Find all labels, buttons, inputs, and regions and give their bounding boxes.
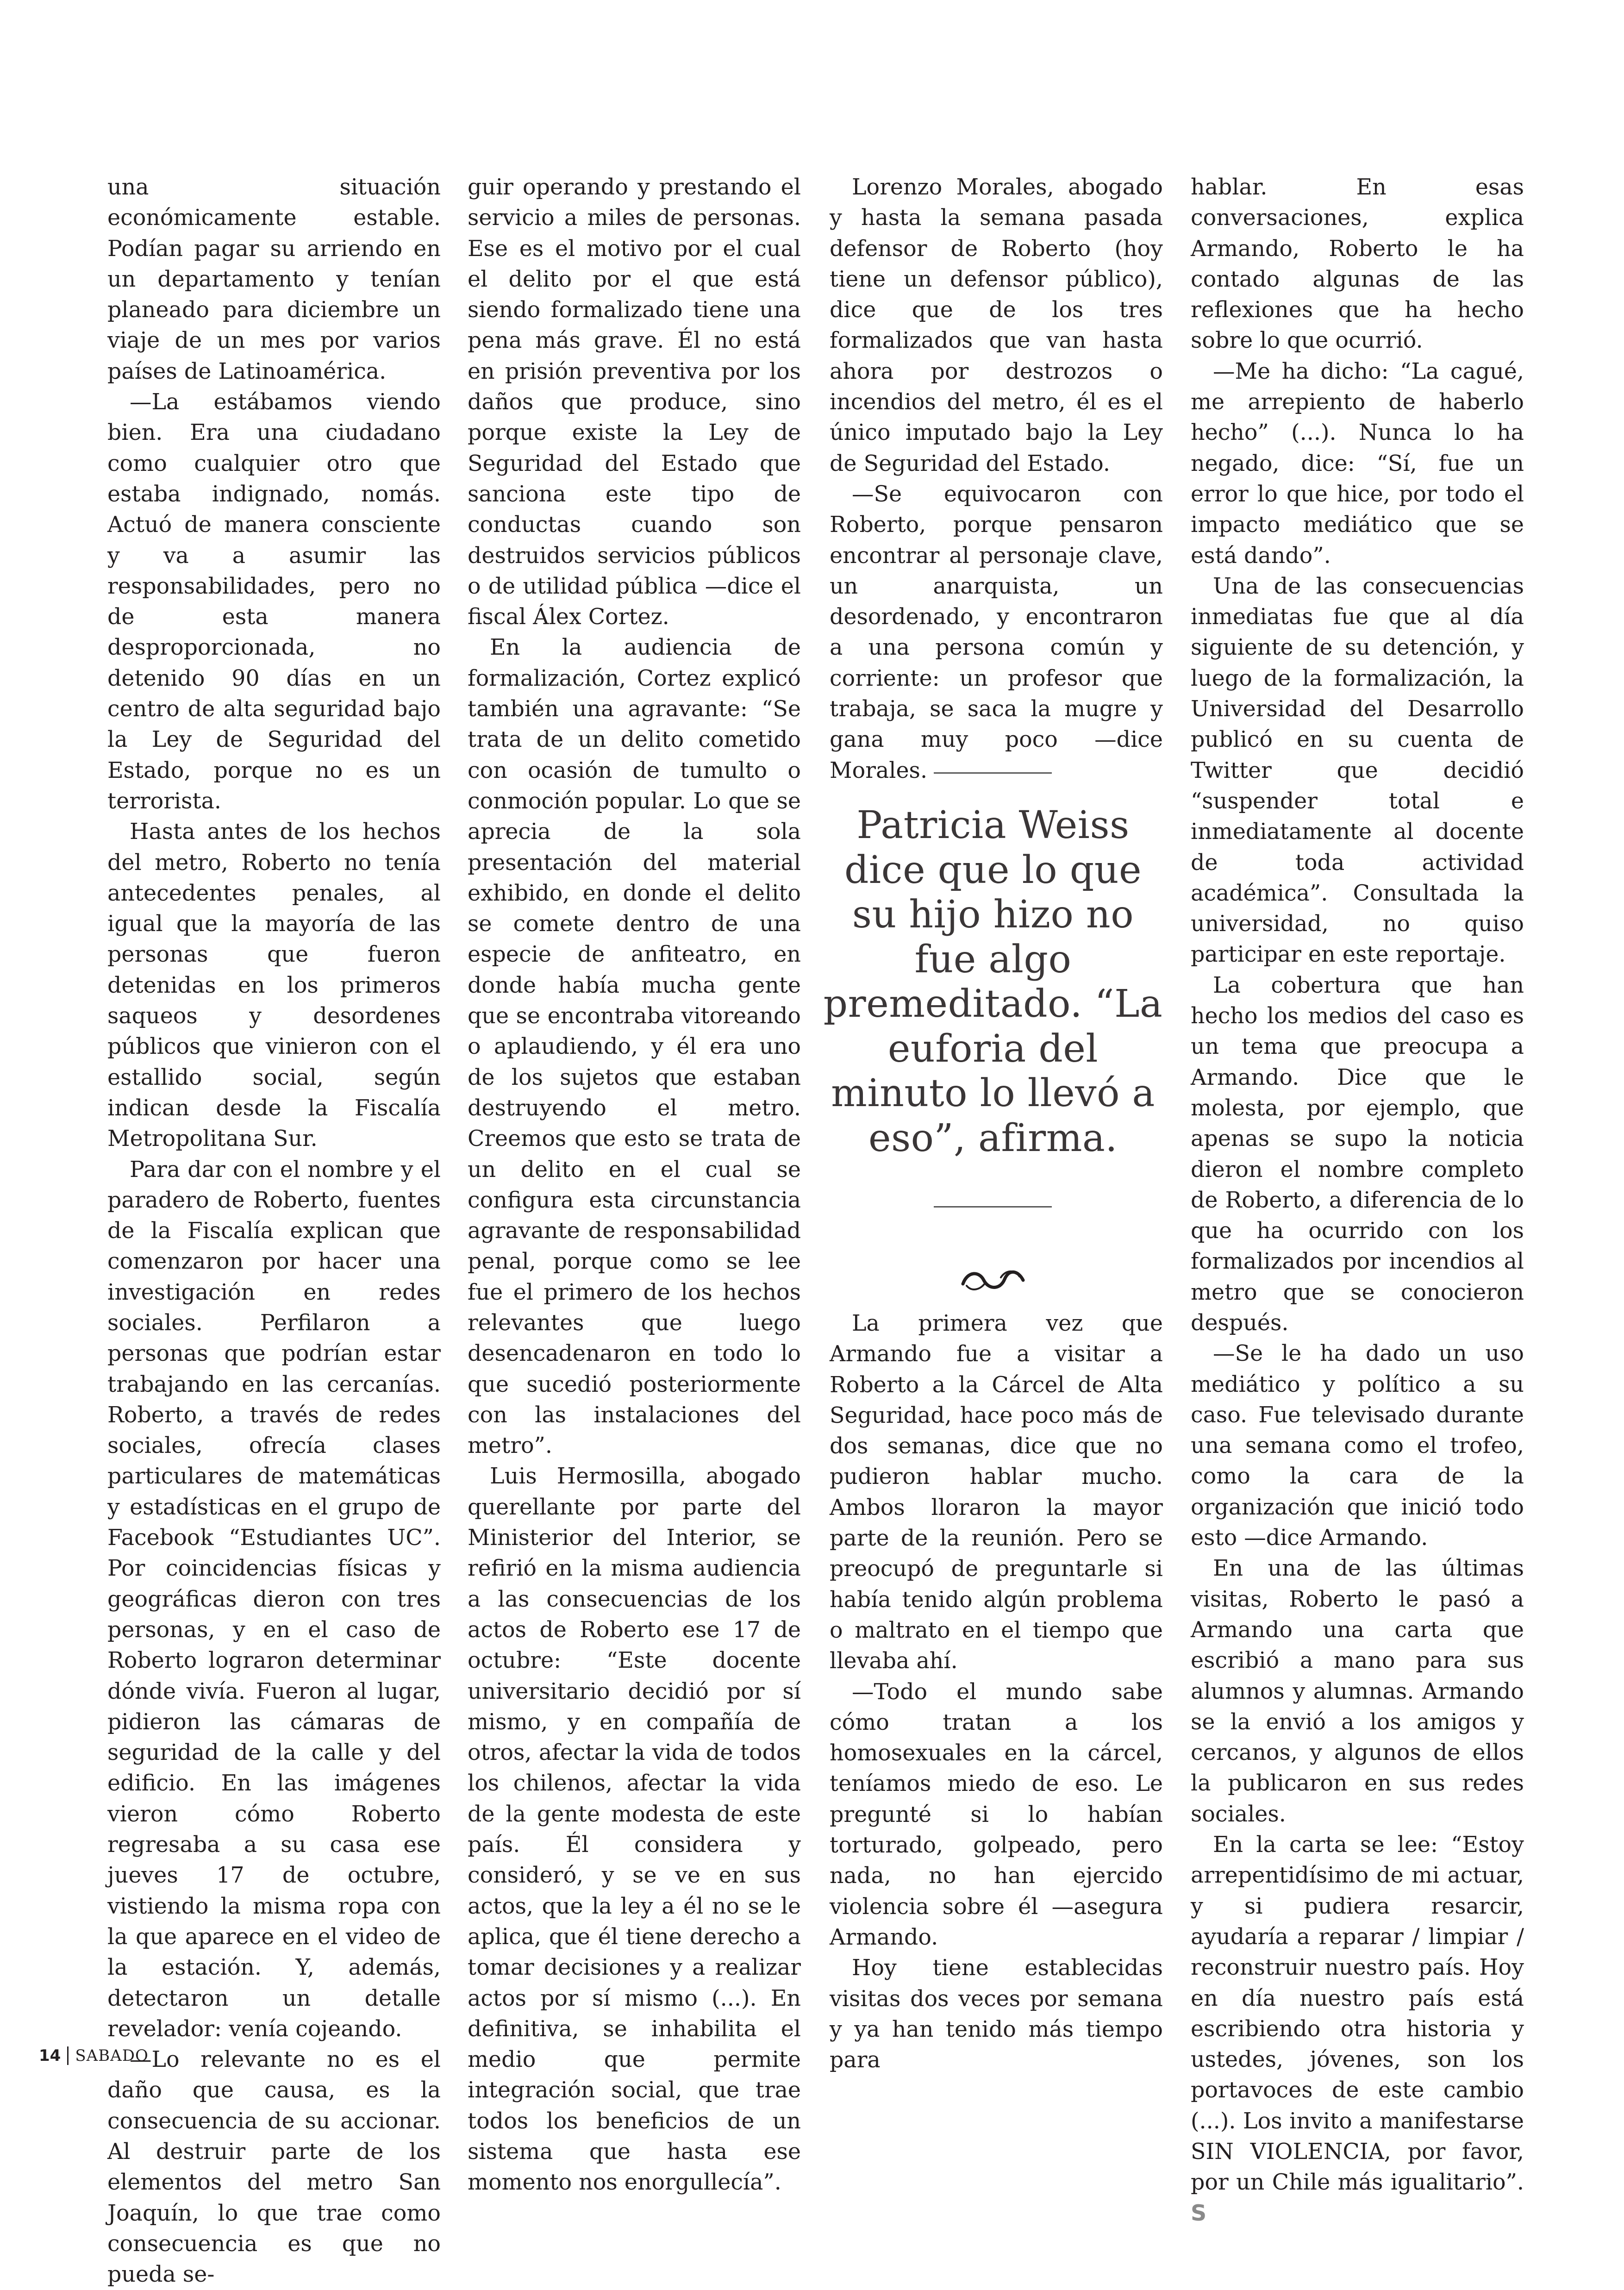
footer-divider xyxy=(67,2046,69,2065)
page-footer xyxy=(39,2046,149,2065)
paragraph: —Se le ha dado un uso mediático y político a su caso. Fue televisado durante una semana como el trofeo, como la cara de la organización que inició todo esto —dice Armando. xyxy=(1191,1341,1524,1551)
article-column-3-bottom xyxy=(830,1308,1163,2076)
paragraph: La cobertura que han hecho los medios del caso es un tema que preocupa a Armando. Dice que le molesta, por ejemplo, que apenas se supo la noticia dieron el nombre completo de Roberto, a diferencia de lo que ha ocurrido con los formalizados por incendios al metro que se conocieron después. xyxy=(1191,972,1524,1336)
paragraph: Hoy tiene establecidas visitas dos veces por semana y ya han tenido más tiempo para xyxy=(830,1955,1163,2073)
paragraph: En una de las últimas visitas, Roberto le pasó a Armando una carta que escribió a mano para sus alumnos y alumnas. Armando se la envió a los amigos y cercanos, y algunos de ellos la publicaron en sus redes sociales. xyxy=(1191,1556,1524,1827)
paragraph: Hasta antes de los hechos del metro, Roberto no tenía antecedentes penales, al igual que la mayoría de las personas que fueron detenidas en los primeros saqueos y desordenes públicos que vinieron con el estallido social, según indican desde la Fiscalía Metropolitana Sur. xyxy=(107,819,441,1152)
paragraph xyxy=(1191,1830,1524,2229)
paragraph: —Me ha dicho: “La cagué, me arrepiento de haberlo hecho” (...). Nunca lo ha negado, dice: “Sí, fue un error lo que hice, por todo el impacto mediático que se está dando”. xyxy=(1191,358,1524,569)
paragraph: Una de las consecuencias inmediatas fue que al día siguiente de su detención, y luego de la formalización, la Universidad del Desarrollo publicó en su cuenta de Twitter que decidió “suspender total e inmediatamente al docente de toda actividad académica”. Consultada la universidad, no quiso participar en este reportaje. xyxy=(1191,573,1524,968)
section-ornament-icon xyxy=(958,1266,1028,1294)
paragraph: —Lo relevante no es el daño que causa, es la consecuencia de su accionar. Al destruir parte de los elementos del metro San Joaquín, lo que trae como consecuencia es que no pueda se- xyxy=(107,2047,441,2288)
pull-quote-top-rule xyxy=(934,772,1052,774)
article-column-3-top xyxy=(830,172,1163,786)
paragraph: En la audiencia de formalización, Cortez explicó también una agravante: “Se trata de un delito cometido con ocasión de tumulto o conmoción popular. Lo que se aprecia de la sola presentación del material exhibido, en donde el delito se comete dentro de una especie de anfiteatro, en donde había mucha gente que se encontraba vitoreando o aplaudiendo, y él era uno de los sujetos que estaban destruyendo el metro. Creemos que esto se trata de un delito en el cual se configura esta circunstancia agravante de responsabilidad penal, porque como se lee fue el primero de los hechos relevantes que luego desencadenaron en todo lo que sucedió posteriormente con las instalaciones del metro”. xyxy=(468,635,801,1459)
article-column-1 xyxy=(107,172,441,2290)
pull-quote: Patricia Weiss dice que lo que su hijo hizo no fue algo premeditado. “La euforia del minuto lo llevó a eso”, afirma. xyxy=(823,803,1163,1160)
end-mark: S xyxy=(1191,2200,1207,2226)
paragraph: hablar. En esas conversaciones, explica Armando, Roberto le ha contado algunas de las reflexiones que ha hecho sobre lo que ocurrió. xyxy=(1191,175,1524,354)
paragraph-text: En la carta se lee: “Estoy arrepentidísimo de mi actuar, y si pudiera resarcir, ayudaría a reparar / limpiar / reconstruir nuestro país. Hoy en día nuestro país está escribiendo otra historia y ustedes, jóvenes, son los portavoces de este cambio (...). Los invito a manifestarse SIN VIOLENCIA, por favor, por un Chile más igualitario”. xyxy=(1191,1832,1524,2196)
pull-quote-bottom-rule xyxy=(934,1206,1052,1208)
paragraph: Lorenzo Morales, abogado y hasta la semana pasada defensor de Roberto (hoy tiene un defensor público), dice que de los tres formalizados que van hasta ahora por destrozos o incendios del metro, él es el único imputado bajo la Ley de Seguridad del Estado. xyxy=(830,175,1163,476)
article-column-4 xyxy=(1191,172,1524,2229)
paragraph: —Todo el mundo sabe cómo tratan a los homosexuales en la cárcel, teníamos miedo de eso. Le pregunté si lo habían torturado, golpeado, pero nada, no han ejercido violencia sobre él —asegura Armando. xyxy=(830,1679,1163,1950)
paragraph: La primera vez que Armando fue a visitar a Roberto a la Cárcel de Alta Seguridad, hace poco más de dos semanas, dice que no pudieron hablar mucho. Ambos lloraron la mayor parte de la reunión. Pero se preocupó de preguntarle si había tenido algún problema o maltrato en el tiempo que llevaba ahí. xyxy=(830,1311,1163,1674)
paragraph: —La estábamos viendo bien. Era una ciudadano como cualquier otro que estaba indignado, nomás. Actuó de manera consciente y va a asumir las responsabilidades, pero no de esta manera desproporcionada, no detenido 90 días en un centro de alta seguridad bajo la Ley de Seguridad del Estado, porque no es un terrorista. xyxy=(107,389,441,814)
paragraph: —Se equivocaron con Roberto, porque pensaron encontrar al personaje clave, un anarquista, un desordenado, y encontraron a una persona común y corriente: un profesor que trabaja, se saca la mugre y gana muy poco —dice Morales. xyxy=(830,481,1163,783)
paragraph: guir operando y prestando el servicio a miles de personas. Ese es el motivo por el cual el delito por el que está siendo formalizado tiene una pena más grave. Él no está en prisión preventiva por los daños que produce, sino porque existe la Ley de Seguridad del Estado que sanciona este tipo de conductas cuando son destruidos servicios públicos o de utilidad pública —dice el fiscal Álex Cortez. xyxy=(468,175,801,630)
magazine-name: SABADO xyxy=(75,2046,149,2065)
page-number: 14 xyxy=(39,2046,61,2065)
article-column-2 xyxy=(468,172,801,2198)
paragraph: una situación económicamente estable. Podían pagar su arriendo en un departamento y tenían planeado para diciembre un viaje de un mes por varios países de Latinoamérica. xyxy=(107,175,441,384)
paragraph: Para dar con el nombre y el paradero de Roberto, fuentes de la Fiscalía explican que comenzaron por hacer una investigación en redes sociales. Perfilaron a personas que podrían estar trabajando en las cercanías. Roberto, a través de redes sociales, ofrecía clases particulares de matemáticas y estadísticas en el grupo de Facebook “Estudiantes UC”. Por coincidencias físicas y geográficas dieron con tres personas, y en el caso de Roberto lograron determinar dónde vivía. Fueron al lugar, pidieron las cámaras de seguridad de la calle y del edificio. En las imágenes vieron cómo Roberto regresaba a su casa ese jueves 17 de octubre, vistiendo la misma ropa con la que aparece en el video de la estación. Y, además, detectaron un detalle revelador: venía cojeando. xyxy=(107,1157,441,2042)
paragraph: Luis Hermosilla, abogado querellante por parte del Ministerior del Interior, se refirió en la misma audiencia a las consecuencias de los actos de Roberto ese 17 de octubre: “Este docente universitario decidió por sí mismo, y en compañía de otros, afectar la vida de todos los chilenos, afectar la vida de la gente modesta de este país. Él considera y consideró, y se ve en sus actos, que la ley a él no se le aplica, que él tiene derecho a tomar decisiones y a realizar actos por sí mismo (...). En definitiva, se inhabilita el medio que permite integración social, que trae todos los beneficios de un sistema que hasta ese momento nos enorgullecía”. xyxy=(468,1464,801,2196)
